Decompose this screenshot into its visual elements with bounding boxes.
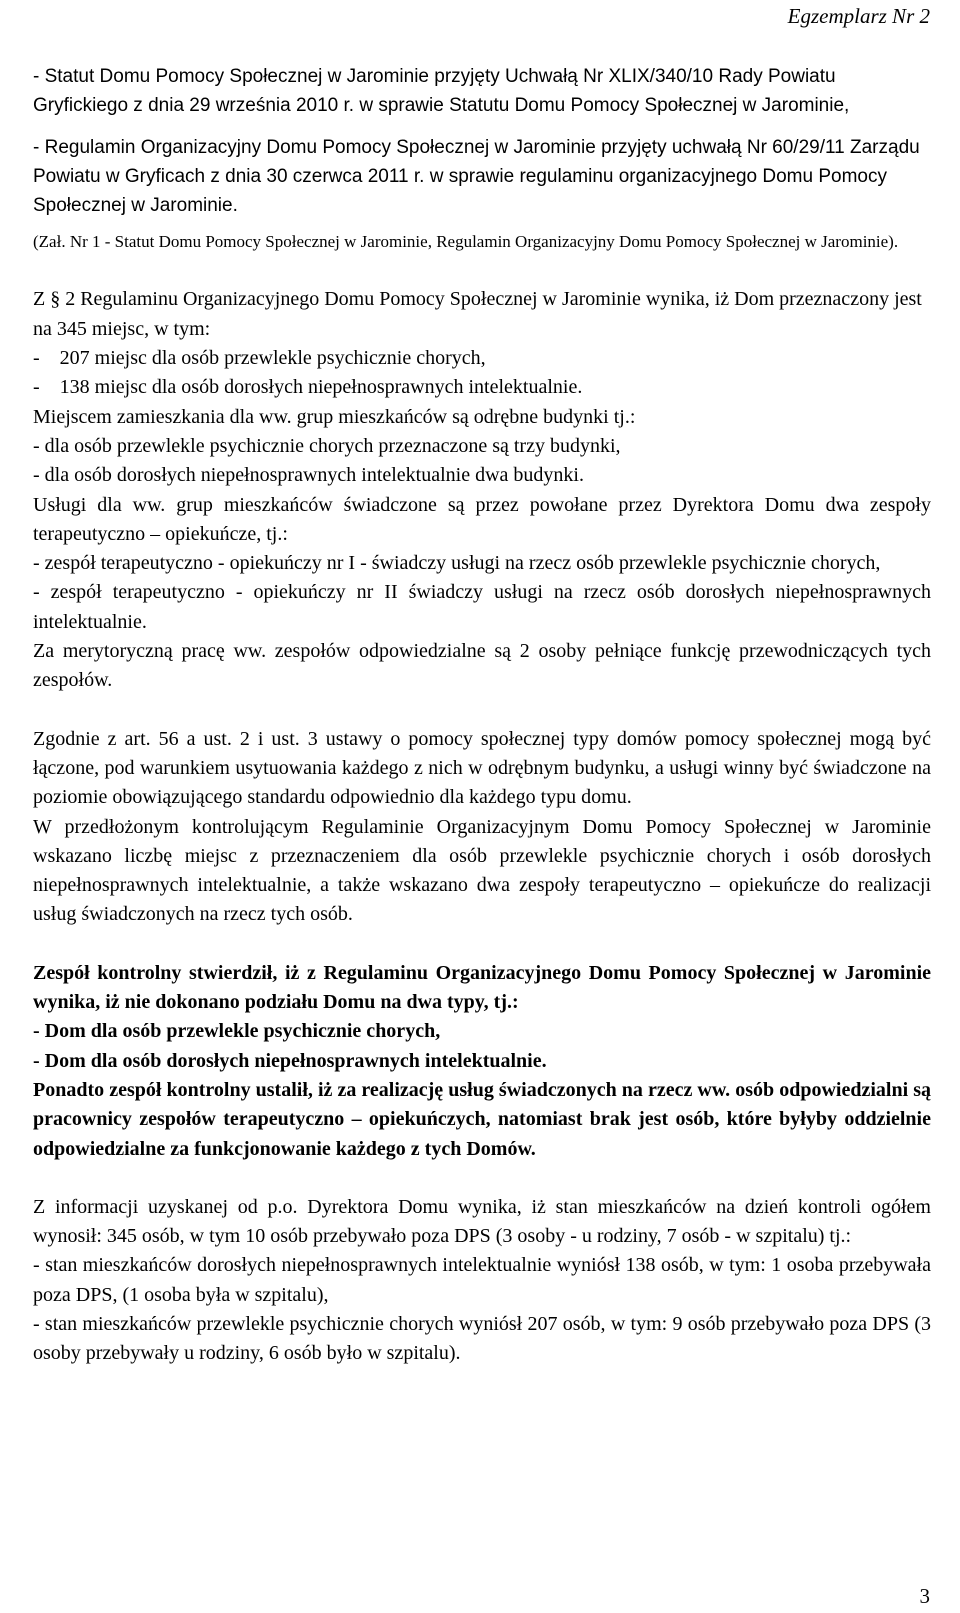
capacity-item: - 207 miejsc dla osób przewlekle psychicznie chorych,: [33, 347, 486, 370]
attachment-note: (Zał. Nr 1 - Statut Domu Pomocy Społecznej w Jarominie, Regulamin Organizacyjny Domu Pomocy Społecznej w Jarominie).: [33, 232, 899, 252]
services-lead: Usługi dla ww. grup mieszkańców świadczone są przez powołane przez Dyrektora Domu dwa zespoły terapeutyczno – opiekuńcze, tj.:: [33, 493, 931, 545]
residence-item: - dla osób dorosłych niepełnosprawnych intelektualnie dwa budynki.: [33, 464, 584, 487]
statute-item: - Statut Domu Pomocy Społecznej w Jarominie przyjęty Uchwałą Nr XLIX/340/10 Rady Powiatu Gryfickiego z dnia 29 września 2010 r. w sprawie Statutu Domu Pomocy Społecznej w Jarominie,: [33, 66, 850, 117]
residents-lead: Z informacji uzyskanej od p.o. Dyrektora Domu wynika, iż stan mieszkańców na dzień kontroli ogółem wynosił: 345 osób, w tym 10 osób przebywało poza DPS (3 osoby - u rodziny, 7 osób - w szpitalu) tj.:: [33, 1195, 931, 1248]
finding-lead: Zespół kontrolny stwierdził, iż z Regulaminu Organizacyjnego Domu Pomocy Społecznej w Jarominie wynika, iż nie dokonano podziału Domu na dwa typy, tj.:: [33, 961, 931, 1014]
document-body: [33, 62, 931, 1369]
copy-label: Egzemplarz Nr 2: [787, 4, 930, 28]
finding-type-item: - Dom dla osób dorosłych niepełnosprawnych intelektualnie.: [33, 1049, 547, 1072]
finding-responsibility: Ponadto zespół kontrolny ustalił, iż za realizację usług świadczonych na rzecz ww. osób odpowiedzialni są pracownicy zespołów terapeutyczno – opiekuńczych, natomiast brak jest osób, które byłyby oddzielnie odpowiedzialne za funkcjonowanie każdego z tych Domów.: [33, 1078, 931, 1160]
controlled-regulation: W przedłożonym kontrolującym Regulaminie Organizacyjnym Domu Pomocy Społecznej w Jarominie wskazano liczbę miejsc z przeznaczeniem dla osób przewlekle psychicznie chorych i osób dorosłych niepełnosprawnych intelektualnie, a także wskazano dwa zespoły terapeutyczno – opiekuńcze do realizacji usług świadczonych na rzecz tych osób.: [33, 815, 931, 926]
residents-group: - stan mieszkańców przewlekle psychicznie chorych wyniósł 207 osób, w tym: 9 osób przebywało poza DPS (3 osoby przebywały u rodziny, 6 osób było w szpitalu).: [33, 1312, 931, 1365]
residents-group: - stan mieszkańców dorosłych niepełnosprawnych intelektualnie wyniósł 138 osób, w tym: 1 osoba przebywała poza DPS, (1 osoba była w szpitalu),: [33, 1254, 931, 1306]
team-leaders: Za merytoryczną pracę ww. zespołów odpowiedzialne są 2 osoby pełniące funkcję przewodniczących tych zespołów.: [33, 640, 931, 692]
capacity-lead: Z § 2 Regulaminu Organizacyjnego Domu Pomocy Społecznej w Jarominie wynika, iż Dom przeznaczony jest na 345 miejsc, w tym:: [33, 288, 922, 340]
finding-type-item: - Dom dla osób przewlekle psychicznie chorych,: [33, 1020, 441, 1043]
team-item: - zespół terapeutyczno - opiekuńczy nr I - świadczy usługi na rzecz osób przewlekle psychicznie chorych,: [33, 552, 881, 575]
capacity-item: - 138 miejsc dla osób dorosłych niepełnosprawnych intelektualnie.: [33, 376, 583, 399]
residence-item: - dla osób przewlekle psychicznie chorych przeznaczone są trzy budynki,: [33, 434, 621, 457]
regulation-item: - Regulamin Organizacyjny Domu Pomocy Społecznej w Jarominie przyjęty uchwałą Nr 60/29/11 Zarządu Powiatu w Gryficach z dnia 30 czerwca 2011 r. w sprawie regulaminu organizacyjnego Domu Pomocy Społecznej w Jarominie.: [33, 136, 920, 217]
team-item: - zespół terapeutyczno - opiekuńczy nr II świadczy usługi na rzecz osób dorosłych niepełnosprawnych intelektualnie.: [33, 581, 931, 633]
page-number: 3: [919, 1584, 930, 1608]
law-paragraph: Zgodnie z art. 56 a ust. 2 i ust. 3 ustawy o pomocy społecznej typy domów pomocy społecznej mogą być łączone, pod warunkiem usytuowania każdego z nich w odrębnym budynku, a usługi winny być świadczone na poziomie obowiązującego standardu odpowiednio dla każdego typu domu.: [33, 727, 931, 809]
residence-lead: Miejscem zamieszkania dla ww. grup mieszkańców są odrębne budynki tj.:: [33, 405, 636, 428]
